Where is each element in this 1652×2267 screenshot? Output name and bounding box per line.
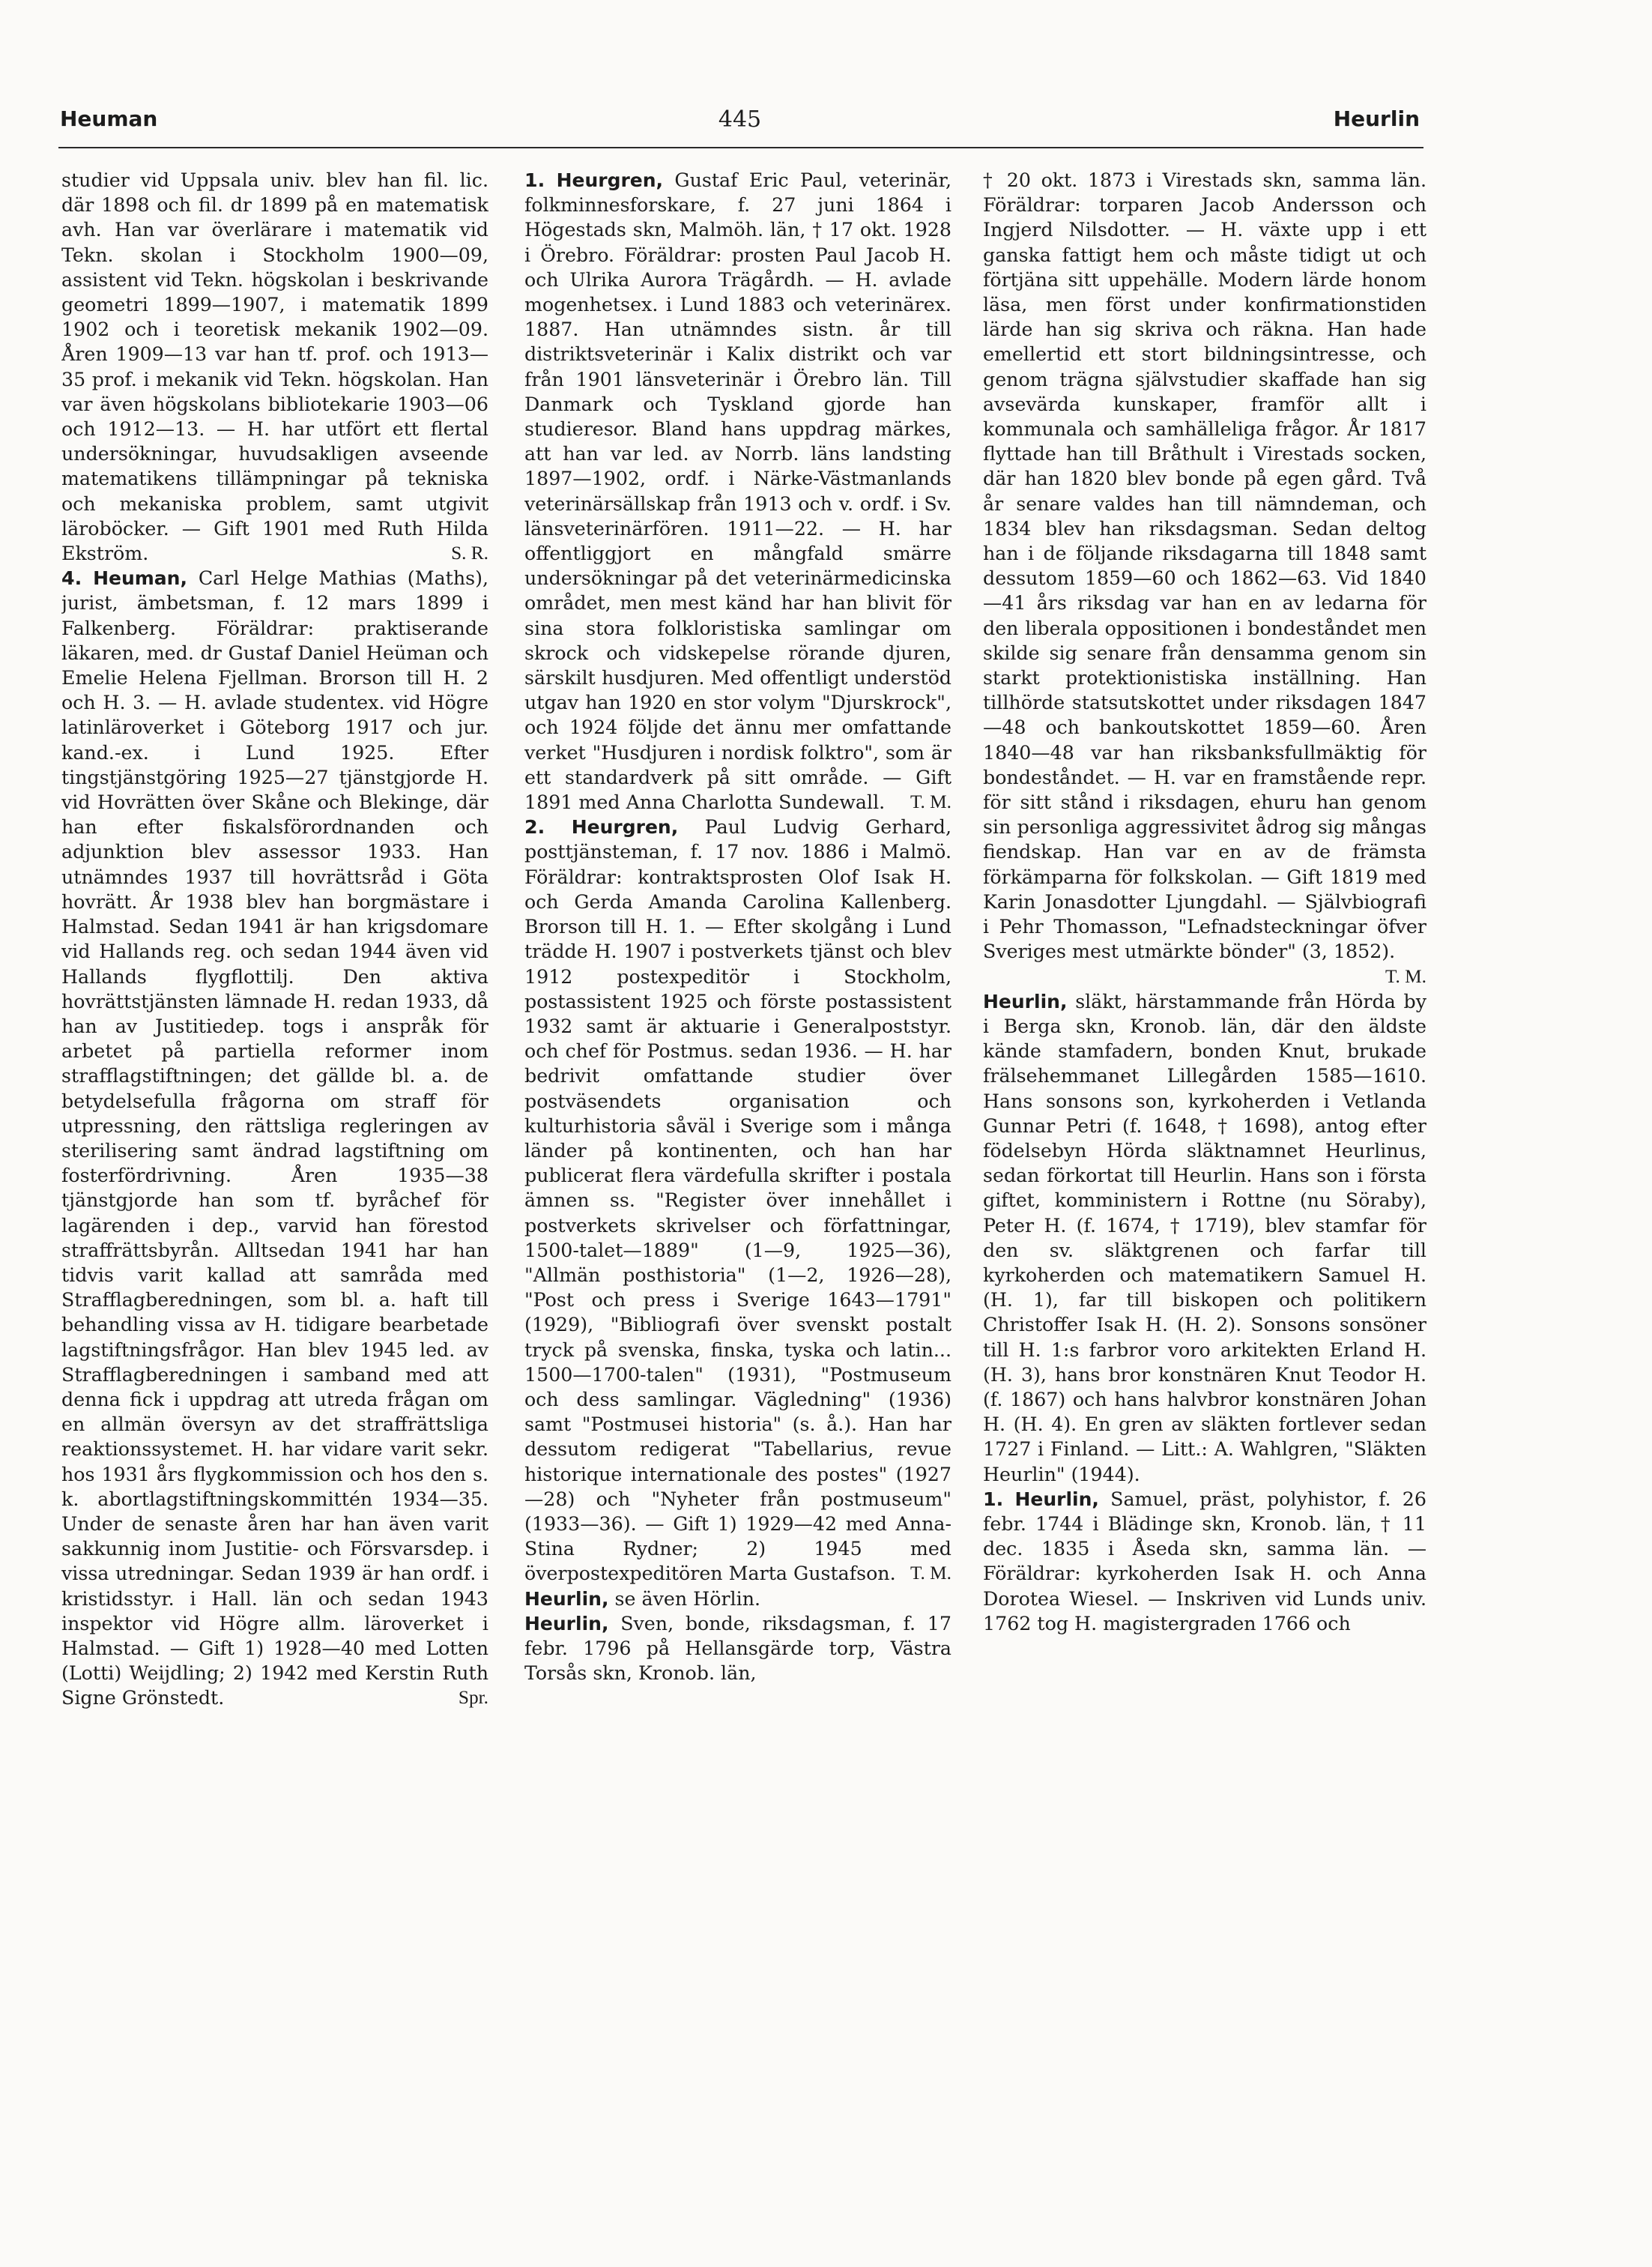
- entry: [983, 989, 1426, 1487]
- column-left: [61, 168, 488, 1711]
- entry-headword: Heurlin,: [524, 1587, 609, 1610]
- entry: [983, 1487, 1426, 1636]
- author-signature: T. M.: [1385, 965, 1426, 987]
- author-signature: T. M.: [910, 791, 951, 813]
- entry-headword: Heurgren,: [556, 169, 664, 191]
- entry-number: 2.: [524, 816, 545, 839]
- paragraph: [983, 168, 1426, 989]
- entry-number: 1.: [983, 1488, 1004, 1510]
- header-left-word: Heuman: [60, 106, 158, 131]
- author-signature: S. R.: [451, 543, 488, 564]
- entry-text: se även Hörlin.: [614, 1587, 761, 1610]
- entry-text: Samuel, präst, polyhistor, f. 26 febr. 1744 i Blädinge skn, Kronob. län, † 11 dec. 1835 i Åseda skn, samma län. — Föräldrar: kyrkoherden Isak H. och Anna Dorotea Wiesel. — Inskriven vid Lunds univ. 1762 tog H. magistergraden 1766 och: [983, 1488, 1426, 1634]
- paragraph-text: studier vid Uppsala univ. blev han fil. lic. där 1898 och fil. dr 1899 på en matematisk avh. Han var överlärare i matematik vid Tekn. skolan i Stockholm 1900—09, assistent vid Tekn. högskolan i beskrivande geometri 1899—1907, i matematik 1899 1902 och i teoretisk mekanik 1902—09. Åren 1909—13 var han tf. prof. och 1913—35 prof. i mekanik vid Tekn. högskolan. Han var även högskolans bibliotekarie 1903—06 och 1912—13. — H. har utfört ett flertal undersökningar, huvudsakligen avseende matematikens tillämpningar på tekniska och mekaniska problem, samt utgivit läroböcker. — Gift 1901 med Ruth Hilda Ekström.: [61, 169, 488, 565]
- header-rule: [58, 147, 1423, 148]
- entry-headword: Heurgren,: [571, 816, 679, 839]
- entry-text: släkt, härstammande från Hörda by i Berga skn, Kronob. län, där den äldste kände stamfadern, bonden Knut, brukade frälsehemmanet Lillegården 1585—1610. Hans sonsons son, kyrkoherden i Vetlanda Gunnar Petri (f. 1648, † 1698), antog efter födelsebyn Hörda släktnamnet Heurlinus, sedan förkortat till Heurlin. Hans son i första giftet, komministern i Rottne (nu Söraby), Peter H. (f. 1674, † 1719), blev stamfar för den sv. släktgrenen och farfar till kyrkoherden och matematikern Samuel H. (H. 1), far till biskopen och politikern Christoffer Isak H. (H. 2). Sonsons sonsöner till H. 1:s farbror voro arkitekten Erland H. (H. 3), hans bror konstnären Knut Teodor H. (f. 1867) och hans halvbror konstnären Johan H. (H. 4). En gren av släkten fortlever sedan 1727 i Finland. — Litt.: A. Wahlgren, "Släkten Heurlin" (1944).: [983, 990, 1426, 1485]
- column-middle: [524, 168, 951, 1685]
- entry-number: 1.: [524, 169, 545, 191]
- author-signature: Spr.: [458, 1687, 488, 1709]
- entry-number: 4.: [61, 567, 82, 590]
- entry-text: Paul Ludvig Gerhard, posttjänsteman, f. 17 nov. 1886 i Malmö. Föräldrar: kontraktsprosten Olof Isak H. och Gerda Amanda Carolina Kallenberg. Brorson till H. 1. — Efter skolgång i Lund trädde H. 1907 i postverkets tjänst och blev 1912 postexpeditör i Stockholm, postassistent 1925 och förste postassistent 1932 samt är aktuarie i Generalpoststyr. och chef för Postmus. sedan 1936. — H. har bedrivit omfattande studier över postväsendets organisation och kulturhistoria såväl i Sverige som i många länder på kontinenten, och han har publicerat flera värdefulla skrifter i postala ämnen ss. "Register över innehållet i postverkets skrivelser och författningar, 1500-talet—1889" (1—9, 1925—36), "Allmän posthistoria" (1—2, 1926—28), "Post och press i Sverige 1643—1791" (1929), "Bibliografi över svenskt postalt tryck på svenska, finska, tyska och latin... 1500—1700-talen" (1931), "Postmuseum och dess samlingar. Vägledning" (1936) samt "Postmusei historia" (s. å.). Han har dessutom redigerat "Tabellarius, revue historique internationale des postes" (1927—28) och "Nyheter från postmuseum" (1933—36). — Gift 1) 1929—42 med Anna-Stina Rydner; 2) 1945 med överpostexpeditören Marta Gustafson.: [524, 816, 951, 1585]
- running-header: [60, 106, 1420, 144]
- entry-headword: Heurlin,: [524, 1612, 609, 1634]
- entry: [524, 815, 951, 1586]
- entry-headword: Heuman,: [93, 567, 187, 590]
- entry: [524, 168, 951, 815]
- paragraph: [61, 168, 488, 566]
- page-number: 445: [718, 106, 762, 133]
- paragraph-text: † 20 okt. 1873 i Virestads skn, samma län. Föräldrar: torparen Jacob Andersson och Ingjerd Nilsdotter. — H. växte upp i ett ganska fattigt hem och måste tidigt ut och förtjäna sitt uppehälle. Modern lärde honom läsa, men först under konfirmationstiden lärde han sig skriva och räkna. Han hade emellertid ett stort bildningsintresse, och genom trägna självstudier skaffade han sig avsevärda kunskaper, framför allt i kommunala och samhälleliga frågor. År 1817 flyttade han till Bråthult i Virestads socken, där han 1820 blev bonde på egen gård. Två år senare valdes han till nämndeman, och 1834 blev han riksdagsman. Sedan deltog han i de följande riksdagarna till 1848 samt dessutom 1859—60 och 1862—63. Vid 1840—41 års riksdag var han en av ledarna för den liberala oppositionen i bondeståndet men skilde sig senare från densamma genom sin starkt protektionistiska inställning. Han tillhörde statsutskottet under riksdagen 1847—48 och bankoutskottet 1859—60. Åren 1840—48 var han riksbanksfullmäktig för bondeståndet. — H. var en framstående repr. för sitt stånd i riksdagen, ehuru han genom sin personliga aggressivitet ådrog sig mångas fiendskap. Han var en av de främsta förkämparna för folkskolan. — Gift 1819 med Karin Jonasdotter Ljungdahl. — Självbiografi i Pehr Thomasson, "Lefnadsteckningar öfver Sveriges mest utmärkte bönder" (3, 1852).: [983, 169, 1426, 963]
- entry-headword: Heurlin,: [983, 990, 1068, 1012]
- entry: [524, 1587, 951, 1611]
- header-right-word: Heurlin: [1333, 106, 1420, 131]
- entry-text: Carl Helge Mathias (Maths), jurist, ämbetsman, f. 12 mars 1899 i Falkenberg. Föräldrar: praktiserande läkaren, med. dr Gustaf Daniel Heüman och Emelie Helena Fjellman. Brorson till H. 2 och H. 3. — H. avlade studentex. vid Högre latinläroverket i Göteborg 1917 och jur. kand.-ex. i Lund 1925. Efter tingstjänstgöring 1925—27 tjänstgjorde H. vid Hovrätten över Skåne och Blekinge, där han efter fiskalsförordnanden och adjunktion blev assessor 1933. Han utnämndes 1937 till hovrättsråd i Göta hovrätt. År 1938 blev han borgmästare i Halmstad. Sedan 1941 är han krigsdomare vid Hallands reg. och sedan 1944 även vid Hallands flygflottilj. Den aktiva hovrättstjänsten lämnade H. redan 1933, då han av Justitiedep. togs i anspråk för arbetet på partiella reformer inom strafflagstiftningen; det gällde bl. a. de betydelsefulla frågorna om straff för utpressning, den rättsliga regleringen av sterilisering samt ändrad lagstiftning om fosterfördrivning. Åren 1935—38 tjänstgjorde han som tf. byråchef för lagärenden i dep., varvid han förestod straffrättsbyrån. Alltsedan 1941 har han tidvis varit kallad att samråda med Strafflagberedningen, som bl. a. haft till behandling vissa av H. tidigare bearbetade lagstiftningsfrågor. Han blev 1945 led. av Strafflagberedningen i samband med att denna fick i uppdrag att utreda frågan om en allmän översyn av det straffrättsliga reaktionssystemet. H. har vidare varit sekr. hos 1931 års flygkommission och hos den s. k. abortlagstiftningskommittén 1934—35. Under de senaste åren har han även varit sakkunnig inom Justitie- och Försvarsdep. i vissa utredningar. Sedan 1939 är han ordf. i kristidsstyr. i Hall. län och sedan 1943 inspektor vid Högre allm. läroverket i Halmstad. — Gift 1) 1928—40 med Lotten (Lotti) Weijdling; 2) 1942 med Kerstin Ruth Signe Grönstedt.: [61, 567, 488, 1709]
- column-right: [983, 168, 1426, 1636]
- entry: [524, 1611, 951, 1686]
- entry-text: Gustaf Eric Paul, veterinär, folkminnesforskare, f. 27 juni 1864 i Högestads skn, Malmöh. län, † 17 okt. 1928 i Örebro. Föräldrar: prosten Paul Jacob H. och Ulrika Aurora Trägårdh. — H. avlade mogenhetsex. i Lund 1883 och veterinärex. 1887. Han utnämndes sistn. år till distriktsveterinär i Kalix distrikt och var från 1901 länsveterinär i Örebro län. Till Danmark och Tyskland gjorde han studieresor. Bland hans uppdrag märkes, att han var led. av Norrb. läns landsting 1897—1902, ordf. i Närke-Västmanlands veterinärsällskap från 1913 och v. ordf. i Sv. länsveterinärfören. 1911—22. — H. har offentliggjort en mångfald smärre undersökningar på det veterinärmedicinska området, men mest känd har han blivit för sina stora folkloristiska samlingar om skrock och vidskepelse rörande djuren, särskilt husdjuren. Med offentligt understöd utgav han 1920 en stor volym "Djurskrock", och 1924 följde det ännu mer omfattande verket "Husdjuren i nordisk folktro", som är ett standardverk på sitt område. — Gift 1891 med Anna Charlotta Sundewall.: [524, 169, 951, 814]
- entry-text: Sven, bonde, riksdagsman, f. 17 febr. 1796 på Hellansgärde torp, Västra Torsås skn, Kronob. län,: [524, 1612, 951, 1685]
- entry: [61, 566, 488, 1710]
- author-signature: T. M.: [910, 1563, 951, 1584]
- entry-headword: Heurlin,: [1014, 1488, 1099, 1510]
